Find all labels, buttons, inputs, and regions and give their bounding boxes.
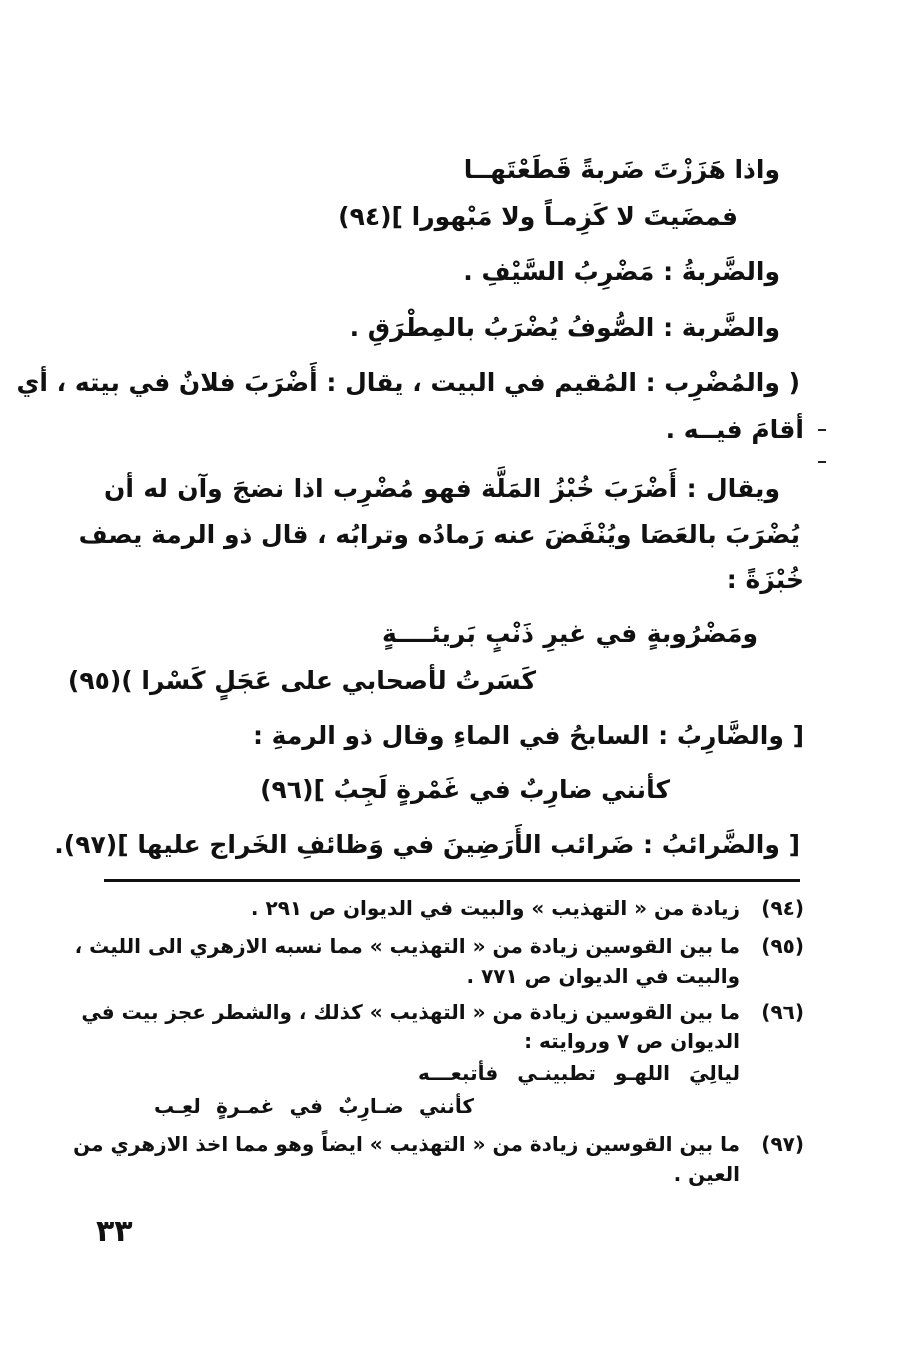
footnote-verse: كأنني ضـارِبٌ في غمـرةٍ لعِـب xyxy=(154,1094,474,1118)
footnote-text: زيادة من « التهذيب » والبيت في الديوان ص ٢٩١ . xyxy=(250,896,740,920)
verse-line: كَسَرتُ لأصحابي على عَجَلٍ كَسْرا )(٩٥) xyxy=(67,666,536,695)
footnote-text: الديوان ص ٧ وروايته : xyxy=(524,1029,740,1053)
margin-mark xyxy=(818,461,826,463)
footnote-separator xyxy=(104,879,800,882)
footnote-number: (٩٦) xyxy=(761,1000,804,1024)
footnote-number: (٩٤) xyxy=(761,896,804,920)
page-number: ٣٣ xyxy=(96,1214,133,1249)
paragraph-line: يُضْرَبَ بالعَصَا ويُنْفَضَ عنه رَمادُه وترابُه ، قال ذو الرمة يصف xyxy=(78,520,800,549)
verse-line: فمضَيتَ لا كَزِمـاً ولا مَبْهورا ](٩٤) xyxy=(338,202,738,231)
definition-line: والضَّربة : الصُّوفُ يُضْرَبُ بالمِطْرَقِ . xyxy=(349,313,780,342)
margin-mark xyxy=(818,429,826,431)
verse-line: ومَضْرُوبةٍ في غيرِ ذَنْبٍ بَريئــــةٍ xyxy=(382,619,758,648)
footnote-number: (٩٥) xyxy=(761,934,804,958)
verse-line: كأنني ضارِبٌ في غَمْرةٍ لَجِبُ ](٩٦) xyxy=(260,775,670,804)
footnote-verse: ليالِيَ اللهـو تطبينـي فأتبعـــه xyxy=(418,1061,740,1085)
footnote-text: ما بين القوسين زيادة من « التهذيب » كذلك ، والشطر عجز بيت في xyxy=(81,1000,740,1024)
footnote-text: ما بين القوسين زيادة من « التهذيب » مما نسبه الازهري الى الليث ، xyxy=(74,934,740,958)
verse-line: واذا هَزَزْتَ ضَربةً قَطَعْتَهــا xyxy=(463,155,780,184)
paragraph-line: [ والضَّرائبُ : ضَرائب الأَرَضِينَ في وَظائفِ الخَراج عليها ](٩٧). xyxy=(54,830,800,859)
footnote-text: العين . xyxy=(673,1162,740,1186)
paragraph-line: أقامَ فيــه . xyxy=(665,415,804,444)
paragraph-line: ويقال : أَضْرَبَ خُبْزُ المَلَّة فهو مُضْرِب اذا نضجَ وآن له أن xyxy=(104,474,780,503)
paragraph-line: ( والمُضْرِب : المُقيم في البيت ، يقال : أَضْرَبَ فلانٌ في بيته ، أي xyxy=(16,368,800,397)
definition-line: والضَّربةُ : مَضْرِبُ السَّيْفِ . xyxy=(463,257,780,286)
paragraph-line: خُبْزَةً : xyxy=(726,565,804,594)
footnote-text: ما بين القوسين زيادة من « التهذيب » ايضاً وهو مما اخذ الازهري من xyxy=(73,1132,740,1156)
footnote-number: (٩٧) xyxy=(761,1132,804,1156)
footnote-text: والبيت في الديوان ص ٧٧١ . xyxy=(466,964,740,988)
paragraph-line: [ والضَّارِبُ : السابحُ في الماءِ وقال ذو الرمةِ : xyxy=(252,721,804,750)
